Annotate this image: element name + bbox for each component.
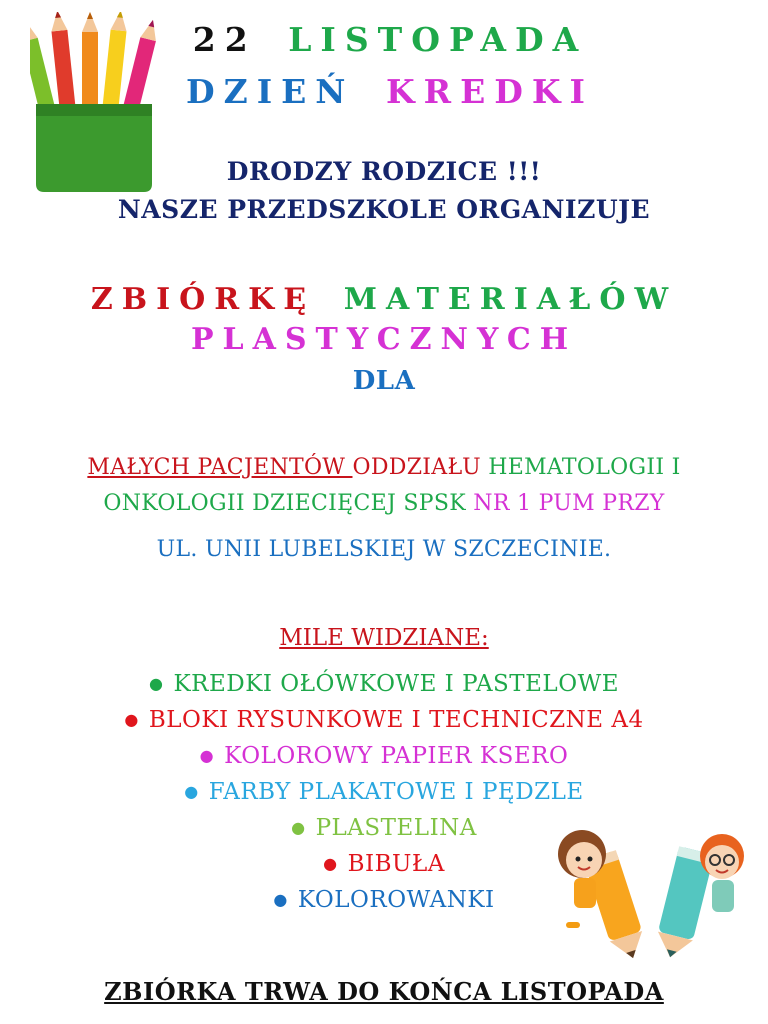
recipients-hematology: HEMATOLOGII I bbox=[488, 455, 681, 480]
bullet-icon: ● bbox=[199, 746, 215, 765]
greeting-line-1: DRODZY RODZICE !!! bbox=[226, 157, 542, 186]
title-date-line bbox=[180, 18, 600, 62]
recipients-line-2 bbox=[0, 487, 768, 521]
list-item-text: KOLOROWY PAPIER KSERO bbox=[224, 743, 569, 769]
event-word-materials: MATERIAŁÓW bbox=[343, 282, 678, 317]
recipients-oncology: ONKOLOGII DZIECIĘCEJ SPSK bbox=[103, 491, 474, 516]
bullet-icon: ● bbox=[149, 674, 164, 693]
event-for: DLA bbox=[352, 366, 416, 396]
event-word-collection: ZBIÓRKĘ bbox=[90, 282, 316, 317]
footer-note: ZBIÓRKA TRWA DO KOŃCA LISTOPADA bbox=[104, 977, 664, 1006]
title-month: LISTOPADA bbox=[288, 20, 588, 59]
recipients-line-1 bbox=[0, 451, 768, 485]
recipients-ward: ODDZIAŁU bbox=[352, 455, 489, 480]
bullet-icon: ● bbox=[291, 818, 306, 837]
bullet-icon: ● bbox=[124, 710, 139, 729]
title-day-line bbox=[180, 70, 600, 114]
bullet-icon: ● bbox=[184, 782, 199, 801]
kids-with-pencils-illustration bbox=[548, 822, 758, 962]
list-item bbox=[0, 774, 768, 810]
event-title-line-1 bbox=[0, 280, 768, 320]
greeting-line-2: NASZE PRZEDSZKOLE ORGANIZUJE bbox=[117, 195, 651, 224]
title-day-number: 22 bbox=[192, 20, 257, 59]
list-item bbox=[0, 666, 768, 702]
bullet-icon: ● bbox=[323, 854, 338, 873]
list-item-text: PLASTELINA bbox=[315, 815, 477, 841]
recipients-address: UL. UNII LUBELSKIEJ W SZCZECINIE. bbox=[156, 537, 612, 562]
welcome-heading: MILE WIDZIANE: bbox=[279, 625, 489, 651]
list-item-text: KOLOROWANKI bbox=[297, 887, 495, 913]
list-item bbox=[0, 738, 768, 774]
list-item-text: FARBY PLAKATOWE I PĘDZLE bbox=[208, 779, 584, 805]
recipients-hospital: NR 1 PUM PRZY bbox=[473, 491, 665, 516]
list-item-text: BLOKI RYSUNKOWE I TECHNICZNE A4 bbox=[148, 707, 644, 733]
list-item bbox=[0, 702, 768, 738]
event-title-line-2: PLASTYCZNYCH bbox=[190, 322, 578, 357]
title-day-word: DZIEŃ bbox=[186, 72, 355, 111]
bullet-icon: ● bbox=[273, 890, 288, 909]
list-item-text: KREDKI OŁÓWKOWE I PASTELOWE bbox=[173, 671, 619, 697]
list-item-text: BIBUŁA bbox=[347, 851, 445, 877]
title-day-name: KREDKI bbox=[385, 72, 594, 111]
recipients-patients: MAŁYCH PACJENTÓW bbox=[87, 455, 353, 480]
